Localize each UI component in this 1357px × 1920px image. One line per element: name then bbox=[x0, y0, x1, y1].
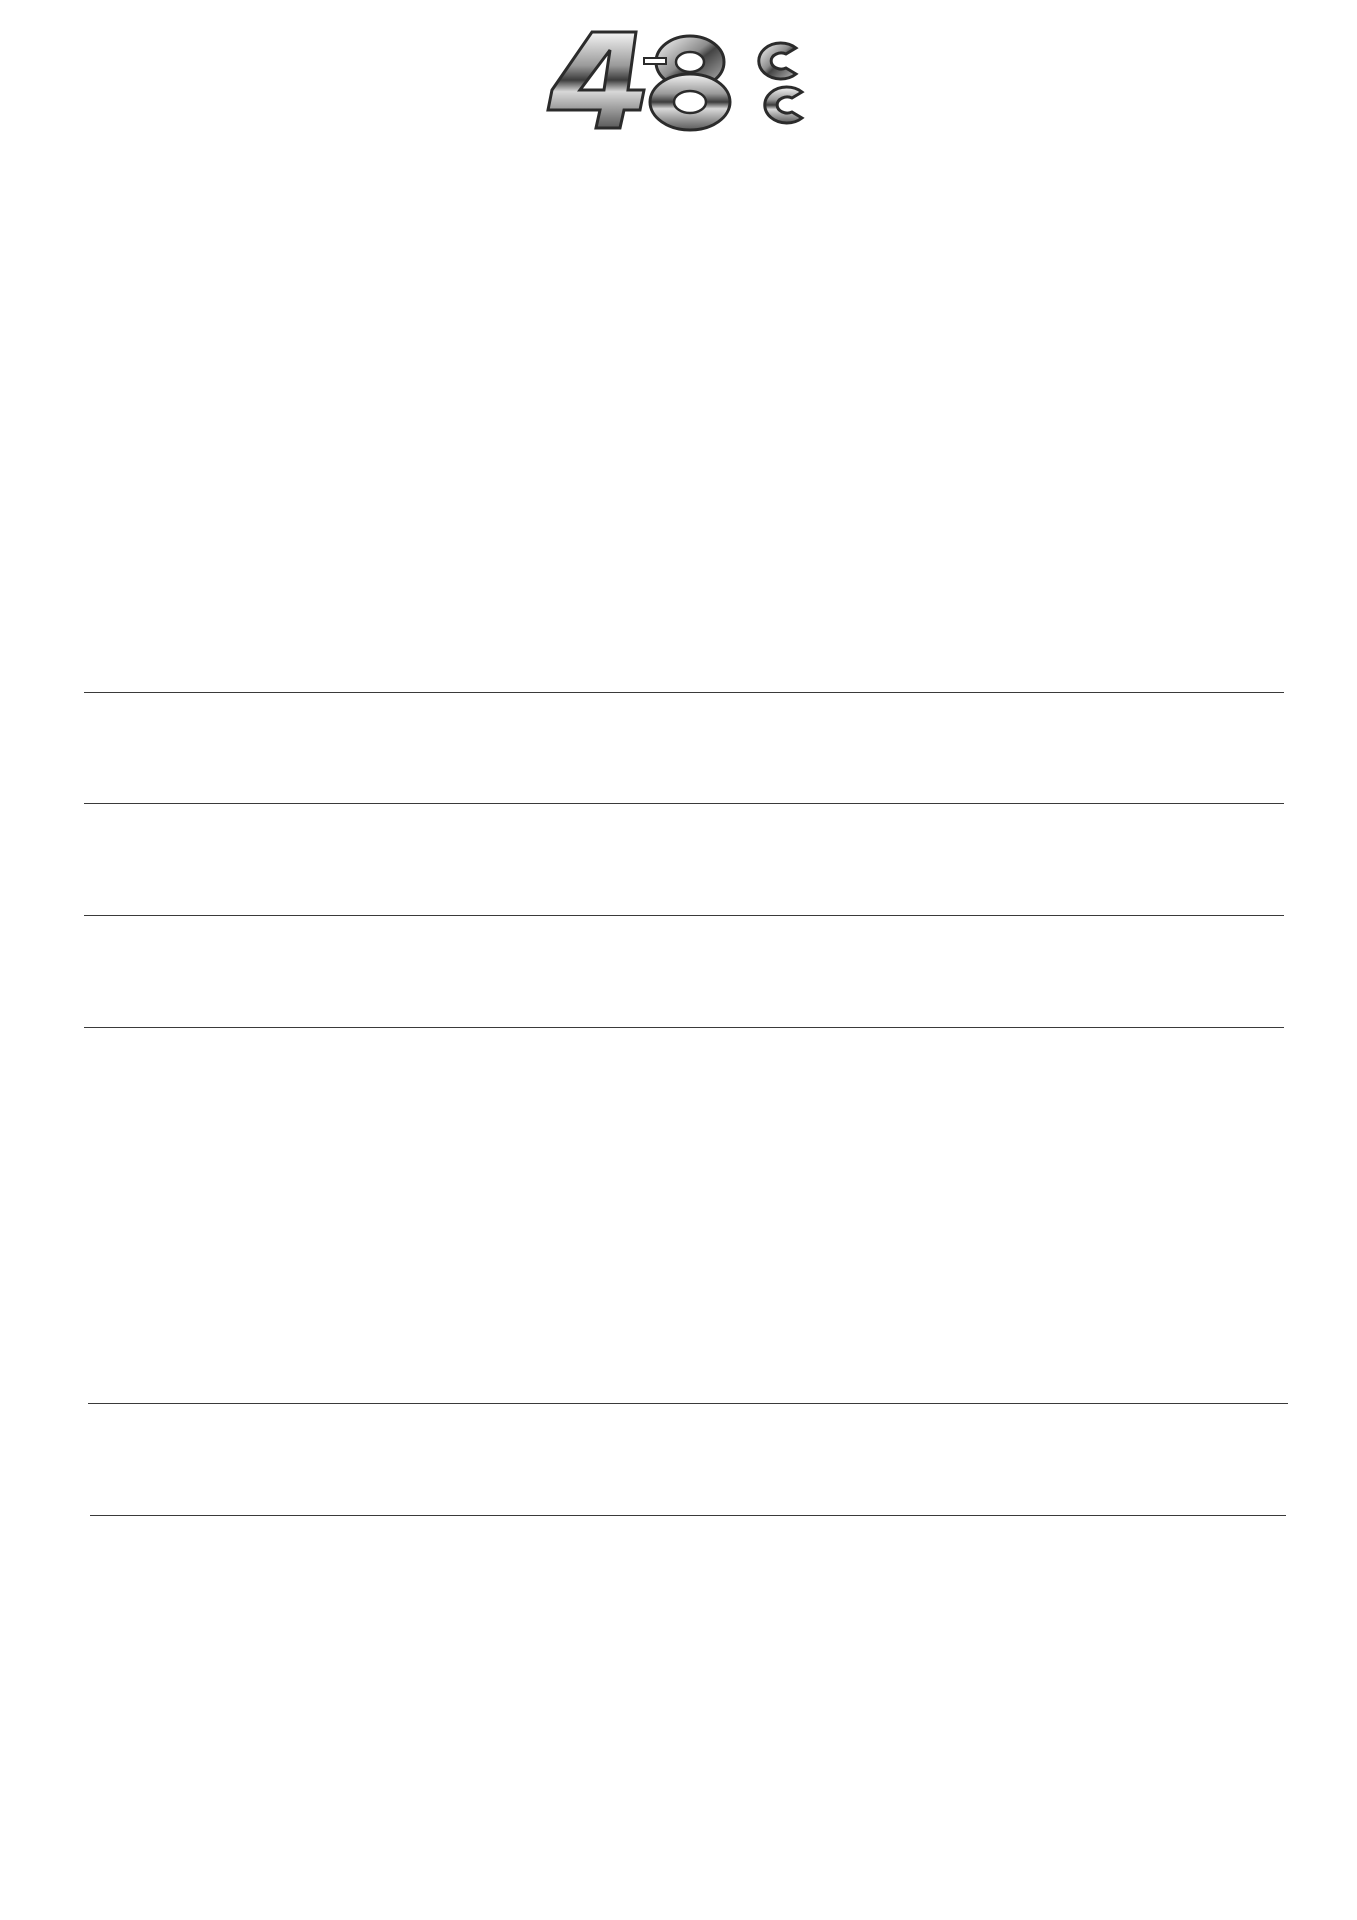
ruled-line bbox=[90, 1515, 1286, 1516]
letter-c-bottom-glyph bbox=[765, 87, 802, 123]
chrome-48cc-logo-icon bbox=[540, 28, 820, 134]
letter-c-top-glyph bbox=[759, 43, 796, 79]
ruled-line bbox=[84, 1027, 1284, 1028]
ruled-line bbox=[84, 915, 1284, 916]
ruled-line bbox=[84, 692, 1284, 693]
brand-logo bbox=[540, 28, 820, 134]
ruled-line bbox=[88, 1403, 1288, 1404]
digit-eight-glyph bbox=[644, 36, 730, 130]
ruled-line bbox=[84, 803, 1284, 804]
digit-four-glyph bbox=[548, 32, 644, 128]
